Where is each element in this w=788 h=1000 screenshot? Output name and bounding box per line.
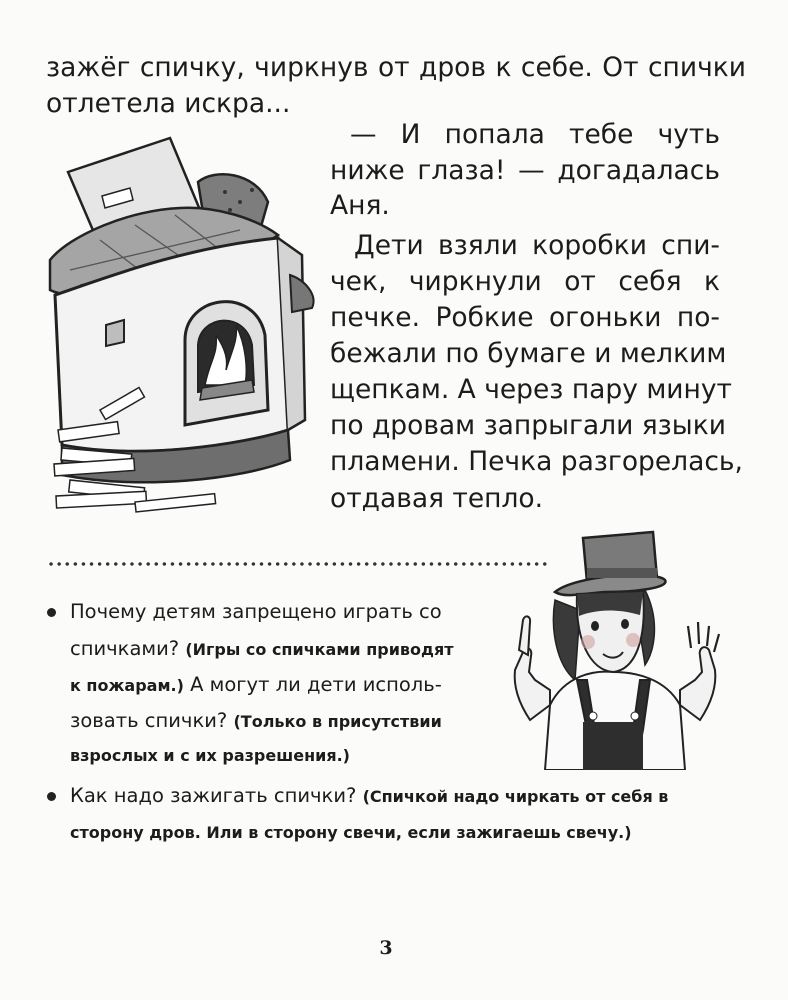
- question-1-line-3: [70, 667, 442, 703]
- story-right-line: щепкам. А через пару минут: [330, 374, 732, 405]
- dotted-separator: [47, 561, 547, 567]
- story-right-line: по дровам запрыгали языки: [330, 410, 726, 441]
- story-line-1: зажёг спичку, чиркнув от дров к себе. От спички: [46, 52, 746, 83]
- answer-2-part-1: (Спичкой надо чиркать от себя в: [362, 787, 669, 806]
- story-right-line: бежали по бумаге и мелким: [330, 338, 727, 369]
- bullet-2: [47, 792, 56, 801]
- story-right-line: ниже глаза! — догадалась: [330, 155, 720, 186]
- question-2-text: Как надо зажигать спички?: [70, 784, 357, 807]
- story-right-column: [330, 117, 743, 517]
- question-1b-text-cont: зовать спички?: [70, 709, 228, 732]
- story-right-line: — И попала тебе чуть: [350, 119, 720, 150]
- answer-2-part-2: сторону дров. Или в сторону свечи, если зажигаешь свечу.): [70, 823, 632, 842]
- question-1-line-4: [70, 703, 442, 739]
- question-1b-text: А могут ли дети исполь-: [190, 673, 442, 696]
- story-right-line: пламени. Печка разгорелась,: [330, 446, 743, 477]
- question-1-line-1: Почему детям запрещено играть со: [70, 600, 442, 623]
- page-number: 3: [379, 937, 393, 959]
- story-right-line: Дети взяли коробки спи-: [354, 230, 720, 261]
- question-1-line-5: [70, 737, 350, 773]
- answer-1-part-2: к пожарам.): [70, 676, 184, 695]
- boy-illustration: [495, 530, 725, 770]
- question-2-line-1: [70, 778, 668, 814]
- bullet-1: [47, 608, 56, 617]
- story-right-line: чек, чиркнули от себя к: [330, 266, 720, 297]
- story-line-2: отлетела искра...: [46, 88, 291, 119]
- question-1-text: спичками?: [70, 637, 180, 660]
- answer-1b-part-1: (Только в присутствии: [233, 712, 442, 731]
- question-2-line-2: [70, 814, 632, 850]
- story-right-line: Аня.: [330, 190, 390, 221]
- stove-illustration: [40, 130, 320, 530]
- answer-1-part-1: (Игры со спичками приводят: [185, 640, 454, 659]
- story-right-line: печке. Робкие огоньки по-: [330, 302, 720, 333]
- answer-1b-part-2: взрослых и с их разрешения.): [70, 746, 350, 765]
- question-1-line-2: [70, 631, 454, 667]
- story-right-line: отдавая тепло.: [330, 483, 544, 514]
